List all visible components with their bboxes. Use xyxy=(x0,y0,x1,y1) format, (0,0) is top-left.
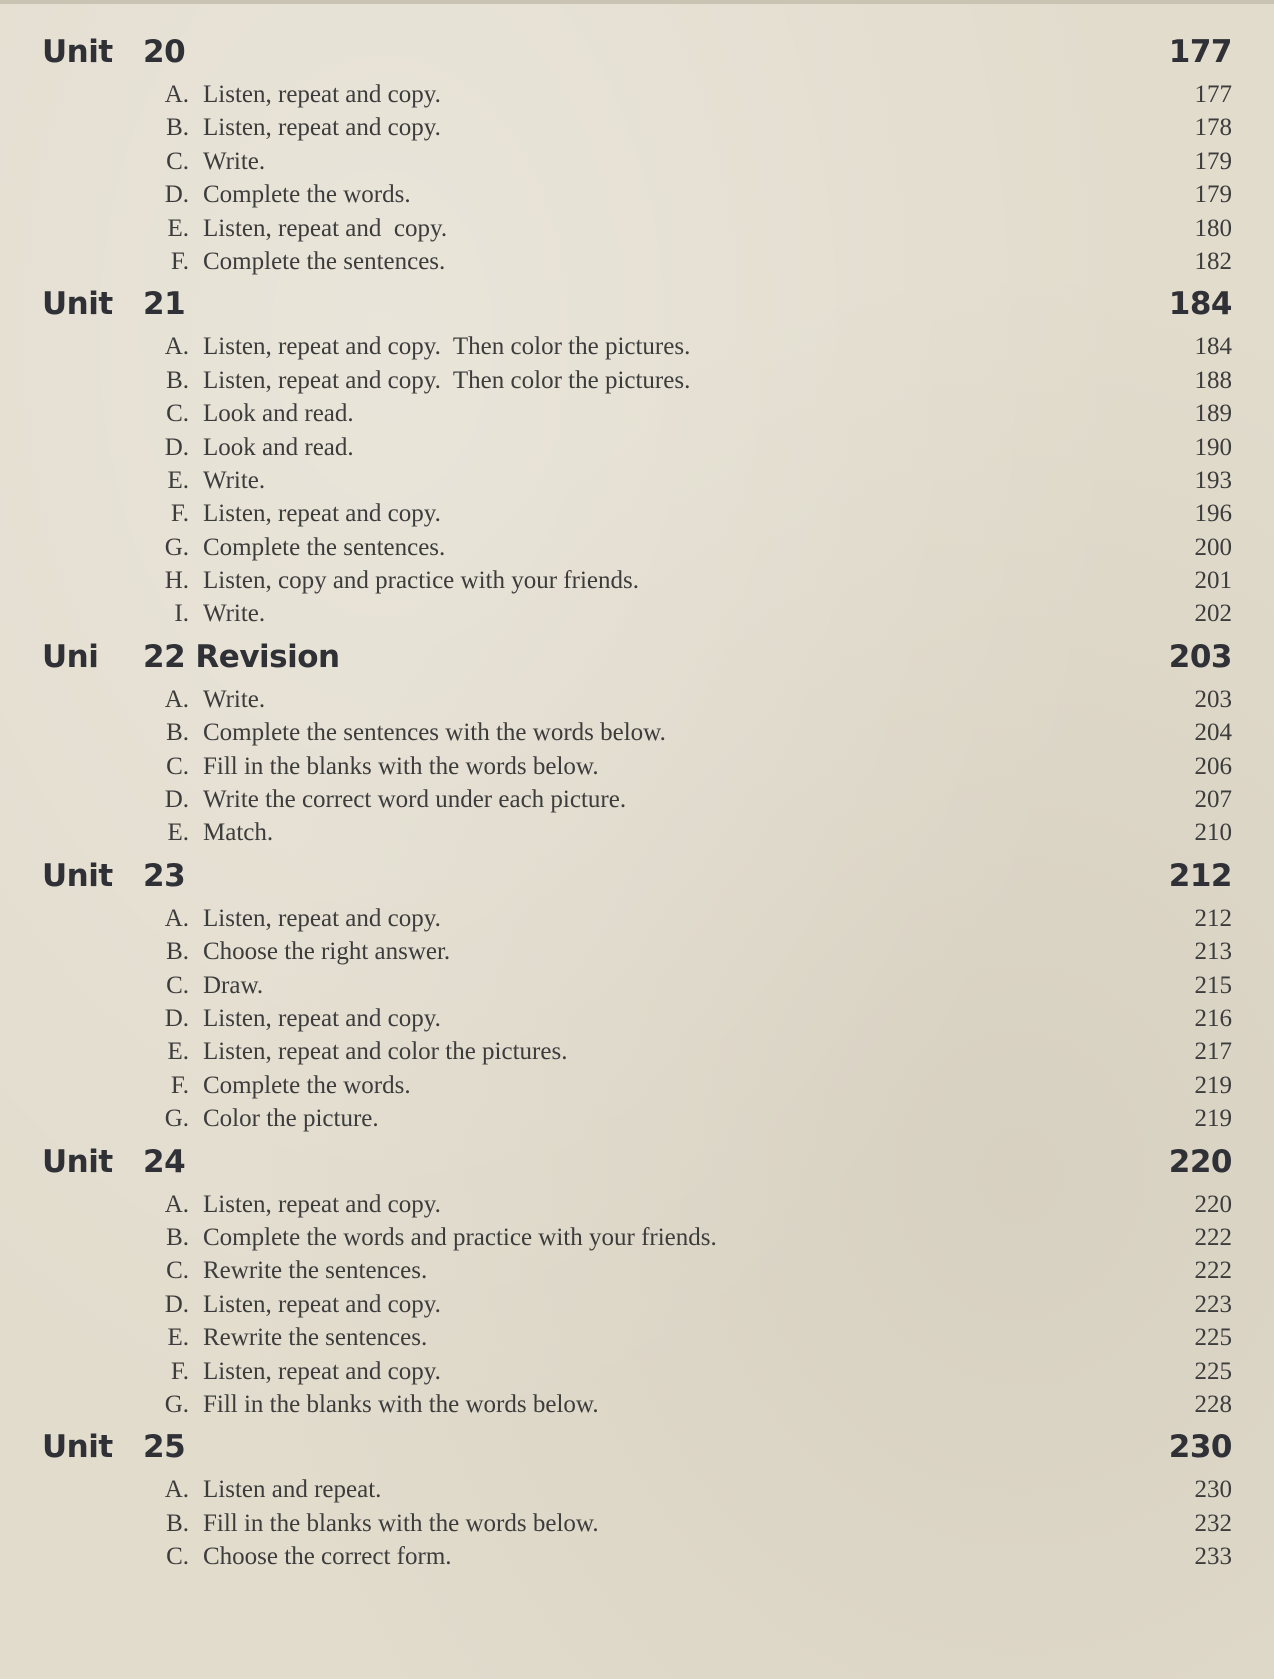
entry-page-number: 204 xyxy=(1194,719,1232,747)
unit-header xyxy=(0,1140,1274,1190)
unit-label: Unit xyxy=(42,34,113,70)
entry-letter: E. xyxy=(167,819,189,847)
entry-letter: B. xyxy=(166,938,189,966)
unit-header xyxy=(0,635,1274,685)
entry-page-number: 225 xyxy=(1194,1357,1232,1385)
unit-section xyxy=(0,30,1274,280)
entry-title: Draw. xyxy=(203,971,264,999)
entry-letter: A. xyxy=(164,81,189,108)
toc-entry xyxy=(0,566,1274,599)
entry-page-number: 179 xyxy=(1194,147,1232,175)
entry-letter: B. xyxy=(166,366,189,394)
toc-entry xyxy=(0,1256,1274,1289)
toc-entry xyxy=(0,1475,1274,1508)
entry-page-number: 196 xyxy=(1194,500,1232,528)
entry-title: Listen, repeat and copy. xyxy=(203,1290,441,1318)
entry-letter: H. xyxy=(164,567,189,595)
entry-title: Listen, repeat and copy. xyxy=(203,81,441,108)
unit-number: 22 Revision xyxy=(143,638,340,675)
unit-entries xyxy=(0,1190,1274,1424)
entry-title: Complete the sentences with the words below. xyxy=(203,719,666,747)
entry-letter: D. xyxy=(164,786,189,814)
unit-section xyxy=(0,1140,1274,1424)
entry-page-number: 222 xyxy=(1194,1223,1232,1251)
unit-header xyxy=(0,282,1274,332)
entry-page-number: 182 xyxy=(1194,247,1232,275)
toc-entry xyxy=(0,80,1274,113)
unit-number: 24 xyxy=(143,1143,186,1180)
entry-letter: D. xyxy=(164,433,189,461)
entry-page-number: 222 xyxy=(1194,1257,1232,1285)
entry-title: Fill in the blanks with the words below. xyxy=(203,1509,599,1537)
entry-letter: F. xyxy=(170,1357,189,1385)
unit-section xyxy=(0,854,1274,1138)
entry-title: Rewrite the sentences. xyxy=(203,1257,428,1285)
toc-entry xyxy=(0,1037,1274,1070)
unit-number: 25 xyxy=(143,1429,186,1466)
toc-entry xyxy=(0,718,1274,751)
unit-entries xyxy=(0,1475,1274,1575)
entry-letter: G. xyxy=(164,533,189,561)
entry-title: Complete the sentences. xyxy=(203,533,446,561)
entry-letter: C. xyxy=(166,147,189,175)
entry-page-number: 223 xyxy=(1194,1290,1232,1318)
unit-section xyxy=(0,282,1274,633)
unit-number: 20 xyxy=(143,34,186,70)
entry-page-number: 178 xyxy=(1194,114,1232,142)
unit-number: 23 xyxy=(143,857,186,894)
toc-entry xyxy=(0,399,1274,432)
unit-page-number: 212 xyxy=(1168,857,1232,894)
entry-title: Listen and repeat. xyxy=(203,1476,382,1504)
toc-entry xyxy=(0,214,1274,247)
unit-header xyxy=(0,854,1274,904)
entry-title: Listen, repeat and copy. Then color the pictures. xyxy=(203,333,691,361)
entry-page-number: 193 xyxy=(1194,466,1232,494)
unit-page-number: 220 xyxy=(1168,1143,1232,1180)
entry-page-number: 180 xyxy=(1194,214,1232,242)
entry-title: Fill in the blanks with the words below. xyxy=(203,752,599,780)
entry-page-number: 216 xyxy=(1194,1004,1232,1032)
entry-letter: I. xyxy=(174,600,189,628)
unit-header xyxy=(0,1425,1274,1475)
entry-letter: A. xyxy=(164,904,189,932)
toc-entry xyxy=(0,971,1274,1004)
entry-title: Write. xyxy=(203,466,266,494)
unit-entries xyxy=(0,80,1274,280)
entry-page-number: 210 xyxy=(1194,819,1232,847)
toc-entry xyxy=(0,1542,1274,1575)
toc-entry xyxy=(0,113,1274,146)
entry-title: Listen, copy and practice with your friends. xyxy=(203,567,639,595)
entry-page-number: 220 xyxy=(1194,1190,1232,1218)
entry-title: Complete the words. xyxy=(203,181,411,209)
entry-letter: F. xyxy=(170,500,189,528)
entry-letter: C. xyxy=(166,400,189,428)
entry-title: Listen, repeat and copy. xyxy=(203,904,441,932)
entry-page-number: 215 xyxy=(1194,971,1232,999)
entry-title: Listen, repeat and color the pictures. xyxy=(203,1038,568,1066)
entry-page-number: 184 xyxy=(1194,333,1232,361)
entry-title: Choose the correct form. xyxy=(203,1543,452,1571)
entry-page-number: 230 xyxy=(1194,1476,1232,1504)
toc-entry xyxy=(0,1004,1274,1037)
entry-page-number: 201 xyxy=(1194,567,1232,595)
entry-page-number: 206 xyxy=(1194,752,1232,780)
toc-entry xyxy=(0,785,1274,818)
unit-label: Unit xyxy=(42,857,113,894)
toc-entry xyxy=(0,599,1274,632)
entry-title: Choose the right answer. xyxy=(203,938,451,966)
unit-label: Uni xyxy=(42,638,99,675)
unit-label: Unit xyxy=(42,286,113,323)
entry-page-number: 213 xyxy=(1194,938,1232,966)
entry-page-number: 188 xyxy=(1194,366,1232,394)
entry-page-number: 232 xyxy=(1194,1509,1232,1537)
toc-entry xyxy=(0,1290,1274,1323)
entry-letter: E. xyxy=(167,1038,189,1066)
toc-entry xyxy=(0,1071,1274,1104)
toc-entry xyxy=(0,247,1274,280)
entry-page-number: 190 xyxy=(1194,433,1232,461)
entry-letter: F. xyxy=(170,247,189,275)
entry-page-number: 212 xyxy=(1194,904,1232,932)
entry-letter: B. xyxy=(166,114,189,142)
unit-number: 21 xyxy=(143,286,186,323)
unit-page-number: 177 xyxy=(1168,34,1232,70)
entry-letter: A. xyxy=(164,685,189,713)
toc-entry xyxy=(0,1104,1274,1137)
entry-title: Listen, repeat and copy. xyxy=(203,500,441,528)
entry-letter: A. xyxy=(164,1190,189,1218)
entry-page-number: 200 xyxy=(1194,533,1232,561)
unit-section xyxy=(0,1425,1274,1575)
entry-letter: G. xyxy=(164,1390,189,1418)
toc-entry xyxy=(0,466,1274,499)
toc-entry xyxy=(0,1357,1274,1390)
toc-entry xyxy=(0,433,1274,466)
toc-entry xyxy=(0,147,1274,180)
toc-entry xyxy=(0,904,1274,937)
entry-letter: D. xyxy=(164,1290,189,1318)
entry-letter: D. xyxy=(164,181,189,209)
entry-title: Look and read. xyxy=(203,400,354,428)
entry-title: Listen, repeat and copy. xyxy=(203,1190,441,1218)
entry-title: Complete the words. xyxy=(203,1071,411,1099)
unit-entries xyxy=(0,685,1274,852)
entry-letter: C. xyxy=(166,971,189,999)
unit-page-number: 203 xyxy=(1168,638,1232,675)
unit-entries xyxy=(0,904,1274,1138)
entry-letter: B. xyxy=(166,719,189,747)
toc-entry xyxy=(0,1190,1274,1223)
entry-title: Complete the sentences. xyxy=(203,247,446,275)
toc-entry xyxy=(0,818,1274,851)
entry-title: Write. xyxy=(203,685,266,713)
entry-letter: F. xyxy=(170,1071,189,1099)
unit-entries xyxy=(0,332,1274,633)
toc-entry xyxy=(0,180,1274,213)
entry-page-number: 219 xyxy=(1194,1105,1232,1133)
entry-title: Listen, repeat and copy. xyxy=(203,1357,441,1385)
entry-title: Complete the words and practice with your friends. xyxy=(203,1223,717,1251)
entry-letter: C. xyxy=(166,752,189,780)
page-top-edge xyxy=(0,0,1274,4)
entry-title: Color the picture. xyxy=(203,1105,379,1133)
toc-entry xyxy=(0,1323,1274,1356)
entry-letter: C. xyxy=(166,1257,189,1285)
unit-label: Unit xyxy=(42,1429,113,1466)
toc-entry xyxy=(0,533,1274,566)
table-of-contents xyxy=(0,30,1274,1577)
toc-entry xyxy=(0,332,1274,365)
entry-title: Fill in the blanks with the words below. xyxy=(203,1390,599,1418)
entry-letter: B. xyxy=(166,1223,189,1251)
entry-title: Listen, repeat and copy. xyxy=(203,1004,441,1032)
toc-entry xyxy=(0,752,1274,785)
unit-label: Unit xyxy=(42,1143,113,1180)
entry-title: Write. xyxy=(203,600,266,628)
unit-header xyxy=(0,30,1274,80)
unit-section xyxy=(0,635,1274,852)
entry-title: Write the correct word under each picture. xyxy=(203,786,627,814)
entry-title: Write. xyxy=(203,147,266,175)
entry-letter: A. xyxy=(164,1476,189,1504)
entry-page-number: 207 xyxy=(1194,786,1232,814)
entry-page-number: 225 xyxy=(1194,1324,1232,1352)
toc-entry xyxy=(0,499,1274,532)
entry-page-number: 177 xyxy=(1194,81,1232,108)
entry-page-number: 203 xyxy=(1194,685,1232,713)
entry-page-number: 219 xyxy=(1194,1071,1232,1099)
entry-title: Listen, repeat and copy. xyxy=(203,114,441,142)
toc-entry xyxy=(0,937,1274,970)
toc-entry xyxy=(0,1223,1274,1256)
entry-page-number: 179 xyxy=(1194,181,1232,209)
entry-title: Listen, repeat and copy. Then color the pictures. xyxy=(203,366,691,394)
entry-title: Match. xyxy=(203,819,274,847)
entry-title: Listen, repeat and copy. xyxy=(203,214,448,242)
entry-title: Look and read. xyxy=(203,433,354,461)
entry-page-number: 228 xyxy=(1194,1390,1232,1418)
entry-page-number: 217 xyxy=(1194,1038,1232,1066)
entry-page-number: 189 xyxy=(1194,400,1232,428)
toc-entry xyxy=(0,1509,1274,1542)
toc-entry xyxy=(0,1390,1274,1423)
toc-entry xyxy=(0,366,1274,399)
entry-letter: A. xyxy=(164,333,189,361)
entry-letter: D. xyxy=(164,1004,189,1032)
entry-letter: C. xyxy=(166,1543,189,1571)
entry-letter: E. xyxy=(167,466,189,494)
entry-title: Rewrite the sentences. xyxy=(203,1324,428,1352)
entry-letter: B. xyxy=(166,1509,189,1537)
entry-letter: E. xyxy=(167,1324,189,1352)
unit-page-number: 184 xyxy=(1168,286,1232,323)
unit-page-number: 230 xyxy=(1168,1429,1232,1466)
entry-page-number: 202 xyxy=(1194,600,1232,628)
toc-entry xyxy=(0,685,1274,718)
entry-letter: E. xyxy=(167,214,189,242)
entry-page-number: 233 xyxy=(1194,1543,1232,1571)
entry-letter: G. xyxy=(164,1105,189,1133)
